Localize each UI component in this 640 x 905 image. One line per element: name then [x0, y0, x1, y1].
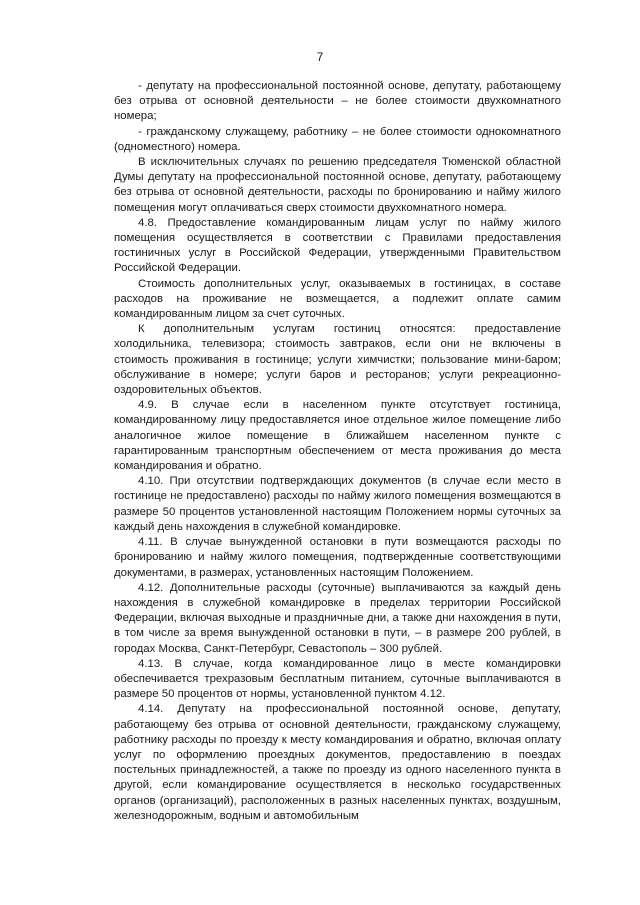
paragraph-4-14: 4.14. Депутату на профессиональной постоянной основе, депутату, работающему без отрыва от основной деятельности, гражданскому служащему, работнику расходы по проезду к месту командирования и обратно, включая оплату услуг по оформлению проездных документов, предоставлению в поездах постельных принадлежностей, а также по проезду из одного населенного пункта в другой, если командирование осуществляется в несколько государственных органов (организаций), расположенных в разных населенных пунктах, воздушным, железнодорожным, водным и автомобильным [114, 703, 561, 822]
paragraph-4-8: 4.8. Предоставление командированным лицам услуг по найму жилого помещения осуществляется в соответствии с Правилами предоставления гостиничных услуг в Российской Федерации, утвержденными Правительством Российской Федерации. [114, 216, 561, 275]
page-number: 7 [316, 50, 324, 64]
paragraph-4-12: 4.12. Дополнительные расходы (суточные) выплачиваются за каждый день нахождения в служебной командировке в пределах территории Российской Федерации, включая выходные и праздничные дни, а также дни нахождения в пути, в том числе за время вынужденной остановки в пути, – в размере 200 рублей, в городах Москва, Санкт-Петербург, Севастополь – 300 рублей. [114, 581, 561, 655]
paragraph-additional-services-cost: Стоимость дополнительных услуг, оказываемых в гостиницах, в составе расходов на проживание не возмещается, а подлежит оплате самим командированным лицом за счет суточных. [114, 277, 561, 321]
paragraph-additional-services-list: К дополнительным услугам гостиниц относятся: предоставление холодильника, телевизора; стоимость завтраков, если они не включены в стоимость проживания в гостинице; услуги химчистки; пользование мини-баром; обслуживание в номере; услуги баров и ресторанов; услуги рекреационно-оздоровительных объектов. [114, 323, 561, 397]
paragraph-civil-servant-hotel-limit: - гражданскому служащему, работнику – не более стоимости однокомнатного (одноместного) номера. [114, 125, 561, 153]
paragraph-4-11: 4.11. В случае вынужденной остановки в пути возмещаются расходы по бронированию и найму жилого помещения, подтвержденные соответствующими документами, в размерах, установленных настоящим Положением. [114, 536, 561, 579]
paragraph-4-10: 4.10. При отсутствии подтверждающих документов (в случае если место в гостинице не предоставлено) расходы по найму жилого помещения возмещаются в размере 50 процентов установленной настоящим Положением нормы суточных за каждый день нахождения в служебной командировке. [114, 475, 561, 533]
document-body [114, 79, 561, 824]
paragraph-4-13: 4.13. В случае, когда командированное лицо в месте командировки обеспечивается трехразовым бесплатным питанием, суточные выплачиваются в размере 50 процентов от нормы, установленной пунктом 4.12. [114, 657, 561, 701]
paragraph-4-9: 4.9. В случае если в населенном пункте отсутствует гостиница, командированному лицу предоставляется иное отдельное жилое помещение либо аналогичное жилое помещение в ближайшем населенном пункте с гарантированным транспортным обеспечением от места проживания до места командирования и обратно. [114, 399, 561, 473]
paragraph-deputy-hotel-limit: - депутату на профессиональной постоянной основе, депутату, работающему без отрыва от основной деятельности – не более стоимости двухкомнатного номера; [114, 80, 561, 123]
paragraph-exceptional-cases: В исключительных случаях по решению председателя Тюменской областной Думы депутату на профессиональной постоянной основе, депутату, работающему без отрыва от основной деятельности, расходы по бронированию и найму жилого помещения могут оплачиваться сверх стоимости двухкомнатного номера. [114, 156, 561, 214]
